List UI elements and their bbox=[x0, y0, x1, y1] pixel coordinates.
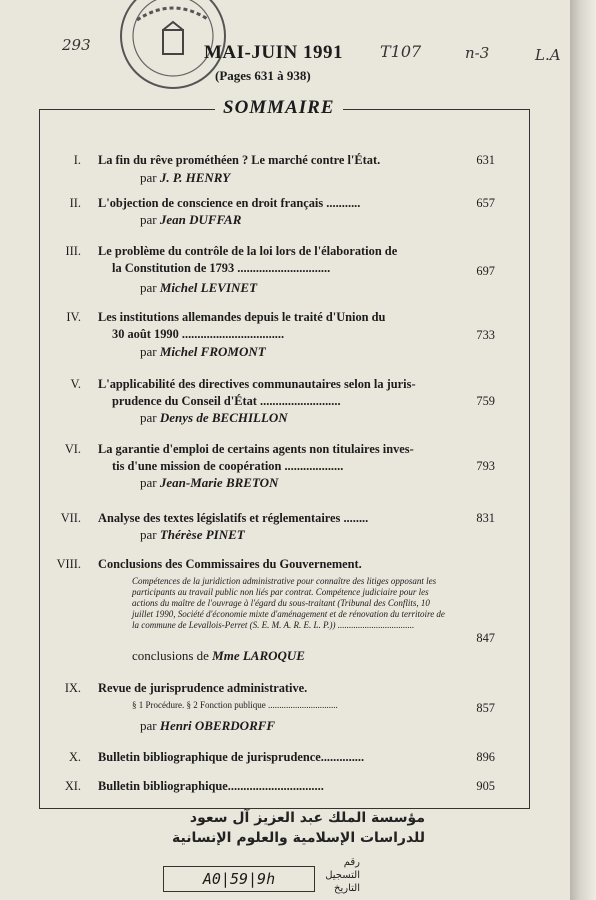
entry-number: IV. bbox=[66, 310, 81, 324]
entry-number: I. bbox=[73, 153, 81, 167]
entry-title: Bulletin bibliographique............................... bbox=[98, 779, 324, 793]
entry-title: Conclusions des Commissaires du Gouvernement. bbox=[98, 557, 362, 571]
author-name: Henri OBERDORFF bbox=[159, 718, 276, 733]
entry-page: 857 bbox=[476, 701, 495, 715]
entry-page: 896 bbox=[476, 750, 495, 764]
entry-number: II. bbox=[69, 196, 81, 210]
author-name: Michel FROMONT bbox=[159, 344, 266, 359]
entry-title: Le problème du contrôle de la loi lors de l'élaboration de bbox=[98, 244, 398, 258]
entry-title: Les institutions allemandes depuis le traité d'Union du bbox=[98, 310, 386, 324]
author-name: J. P. HENRY bbox=[159, 170, 231, 185]
entry-author bbox=[140, 475, 278, 491]
author-prefix: par bbox=[140, 212, 157, 227]
entry-number: X. bbox=[68, 750, 81, 764]
entry-number: III. bbox=[65, 244, 81, 258]
entry-author bbox=[140, 280, 257, 296]
entry-page: 831 bbox=[476, 511, 495, 525]
issue-pages: (Pages 631 à 938) bbox=[215, 68, 311, 83]
registration-labels bbox=[320, 856, 360, 895]
entry-author bbox=[140, 410, 288, 426]
entry-page: 631 bbox=[476, 153, 495, 167]
entry-title: L'objection de conscience en droit français ........... bbox=[98, 196, 361, 210]
entry-number: V. bbox=[70, 377, 81, 391]
handwritten-mark: L.A bbox=[535, 46, 561, 64]
author-prefix: par bbox=[140, 410, 157, 425]
entry-title-cont: 30 août 1990 ................................. bbox=[112, 327, 285, 341]
author-prefix: par bbox=[140, 280, 157, 295]
entry-title: La garantie d'emploi de certains agents non titulaires inves- bbox=[98, 442, 414, 456]
stamp-line-2: للدراسات الإسلامية والعلوم الإنسانية bbox=[172, 830, 425, 846]
entry-page: 793 bbox=[476, 459, 495, 473]
entry-page: 733 bbox=[476, 328, 495, 342]
entry-author bbox=[140, 170, 230, 186]
conclusions-summary: Compétences de la juridiction administrative pour connaître des litiges opposant les participants au travail public non liés par contrat. Compétence judiciaire pour les actions du maître de l'ouvrage à l'égard du sous-traitant (Tribunal des Conflits, 10 juillet 1990, Société d'économie mixte d'aménagement et de rénovation du territoire de la commune de Levallois-Perret (S. E. M. A. R. E. L. P.)) .................................. bbox=[132, 576, 445, 630]
entry-number: VII. bbox=[60, 511, 81, 525]
handwritten-code: T107 bbox=[380, 42, 422, 61]
entry-page: 657 bbox=[476, 196, 495, 210]
author-prefix: par bbox=[140, 475, 157, 490]
entry-title: La fin du rêve prométhéen ? Le marché contre l'État. bbox=[98, 153, 381, 167]
author-name: Mme LAROQUE bbox=[212, 648, 305, 663]
entry-author bbox=[140, 527, 245, 543]
entry-page: 697 bbox=[476, 264, 495, 278]
revue-subsections: § 1 Procédure. § 2 Fonction publique ............................... bbox=[132, 700, 338, 710]
entry-number: VI. bbox=[64, 442, 81, 456]
entry-page: 759 bbox=[476, 394, 495, 408]
handwritten-number: 293 bbox=[62, 36, 91, 54]
entry-page: 847 bbox=[476, 631, 495, 645]
author-prefix: par bbox=[140, 344, 157, 359]
author-prefix: conclusions de bbox=[132, 648, 209, 663]
entry-author bbox=[140, 212, 241, 228]
author-name: Denys de BECHILLON bbox=[159, 410, 288, 425]
issue-title: MAI-JUIN 1991 bbox=[204, 42, 343, 63]
entry-title: Revue de jurisprudence administrative. bbox=[98, 681, 308, 695]
reg-label: رقم التسجيل bbox=[325, 857, 360, 881]
registration-number: A0|59|9h bbox=[163, 866, 315, 892]
author-prefix: par bbox=[140, 170, 157, 185]
sommaire-heading: SOMMAIRE bbox=[215, 97, 343, 119]
entry-title-cont: prudence du Conseil d'État .......................... bbox=[112, 394, 341, 408]
entry-author bbox=[140, 344, 266, 360]
entry-number: IX. bbox=[64, 681, 81, 695]
stamp-line-1: مؤسسة الملك عبد العزيز آل سعود bbox=[189, 810, 425, 826]
entry-title: L'applicabilité des directives communautaires selon la juris- bbox=[98, 377, 416, 391]
author-name: Jean-Marie BRETON bbox=[159, 475, 279, 490]
author-prefix: par bbox=[140, 527, 157, 542]
entry-title-cont: tis d'une mission de coopération ................... bbox=[112, 459, 344, 473]
entry-title-cont: la Constitution de 1793 .............................. bbox=[112, 261, 331, 275]
handwritten-issue: n-3 bbox=[465, 44, 490, 62]
author-name: Thérèse PINET bbox=[159, 527, 245, 542]
entry-number: XI. bbox=[64, 779, 81, 793]
entry-page: 905 bbox=[476, 779, 495, 793]
entry-number: VIII. bbox=[56, 557, 81, 571]
book-spine-shadow bbox=[570, 0, 596, 900]
entry-title: Bulletin bibliographique de jurisprudence.............. bbox=[98, 750, 365, 764]
institution-stamp-text bbox=[165, 808, 425, 848]
entry-title: Analyse des textes législatifs et réglementaires ........ bbox=[98, 511, 369, 525]
author-name: Michel LEVINET bbox=[159, 280, 258, 295]
date-label: التاريخ bbox=[334, 883, 360, 894]
author-name: Jean DUFFAR bbox=[159, 212, 242, 227]
entry-author bbox=[140, 718, 275, 734]
author-prefix: par bbox=[140, 718, 157, 733]
entry-author bbox=[132, 648, 305, 664]
